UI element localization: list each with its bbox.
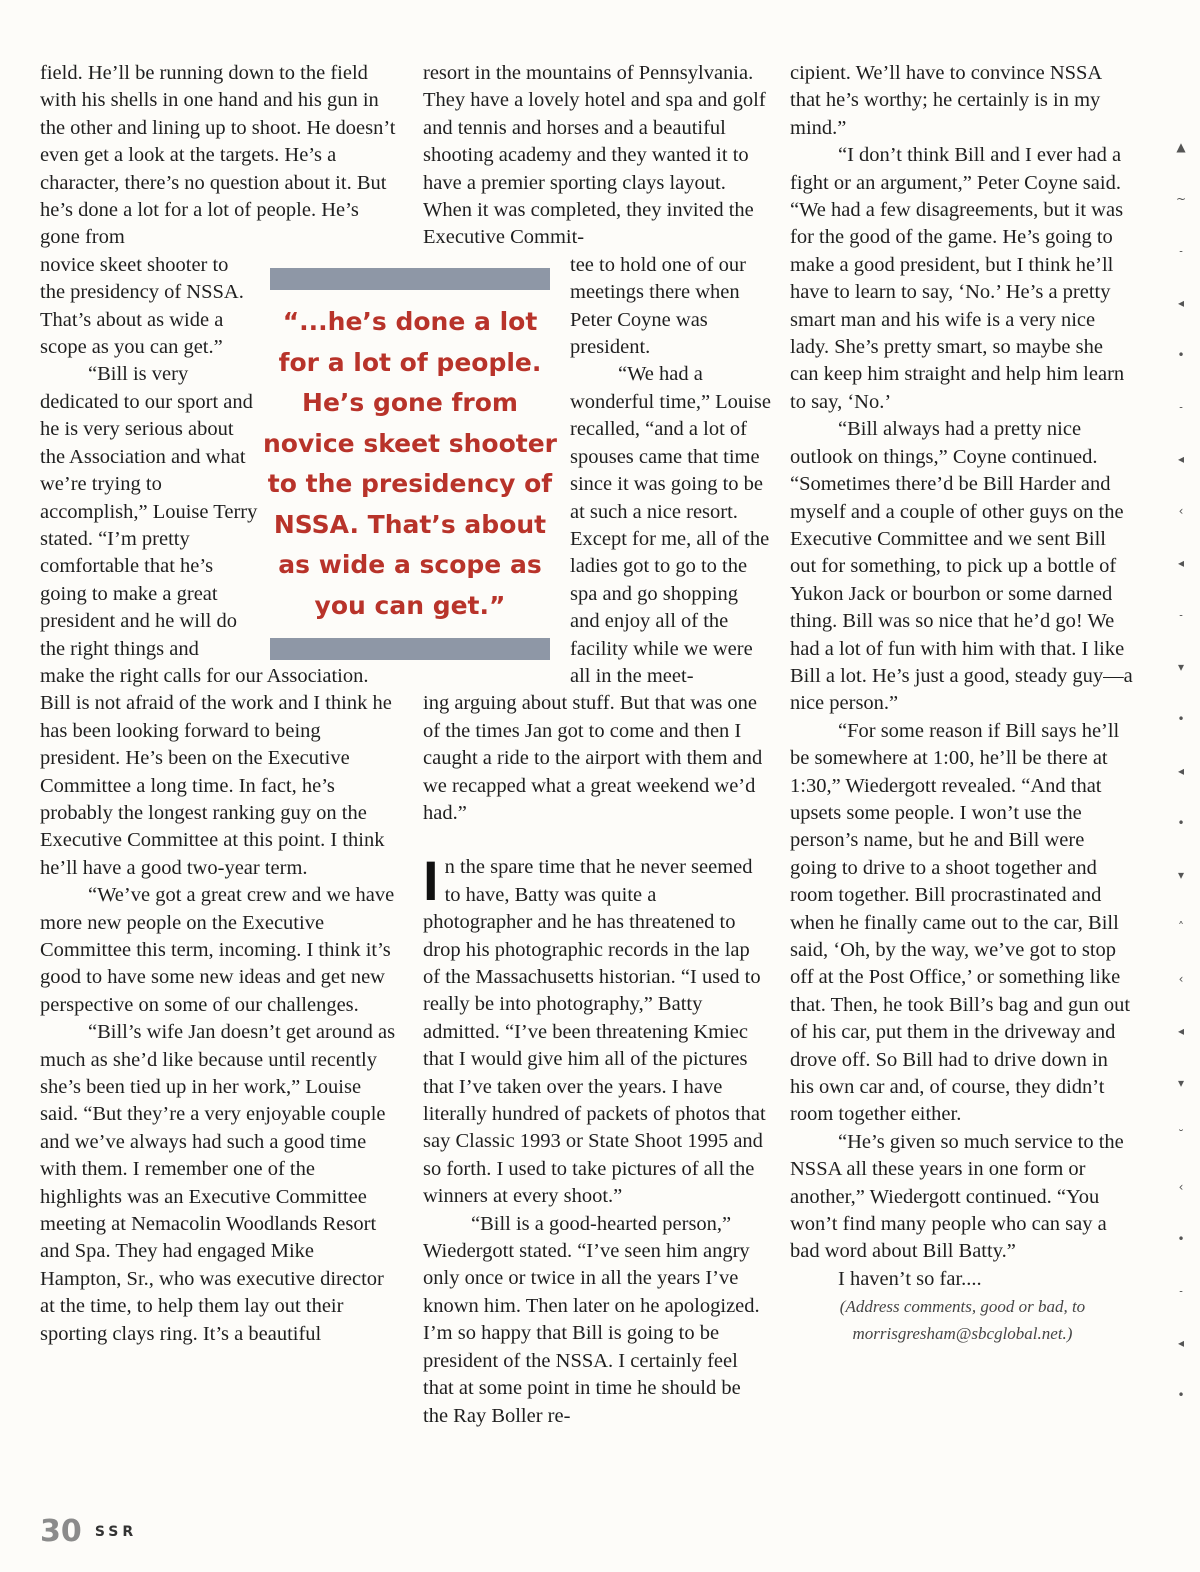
paragraph: “Bill’s wife Jan doesn’t get around as much as she’d like because until recently she’s been tied up in her work,” Louise said. “But they’re a very enjoyable couple and we’ve always had such a good time with them. I remember one of the highlights was an Executive Committee meeting at Nemacolin Woodlands Resort and Spa. They had engaged Mike Hampton, Sr., who was executive director at the time, to help them lay out their sporting clays ring. It’s a beautiful — [40, 1021, 396, 1345]
scan-mark-icon: ˗ — [1179, 244, 1183, 258]
scan-mark-icon: ˗ — [1179, 1284, 1183, 1298]
paragraph: make the right calls for our Association. Bill is not afraid of the work and I think he has been looking forward to being president. He’s been on the Executive Committee a long time. In fact, he’s probably the longest ranking guy on the Executive Committee at this point. I think he’ll have a good two-year term. — [40, 664, 392, 879]
triangle-mark-icon: ▲ — [1176, 140, 1186, 154]
scan-mark-icon: ‹ — [1178, 504, 1184, 518]
arrow-mark-icon: ◂ — [1177, 764, 1185, 778]
paragraph — [423, 849, 769, 1210]
scan-mark-icon: ‹ — [1178, 972, 1184, 986]
column-3 — [790, 60, 1135, 1347]
paragraph-text: n the spare time that he never seemed to have, Batty was quite a photographer and he has threatened to drop his photographic records in the lap of the Massachusetts historian. “I used to really be into photography,” Batty admitted. “I’ve been threatening Kmiec that I would give him all of the pictures that I’ve taken over the years. I have literally hundred of packets of photos that say Classic 1993 or State Shoot 1995 and so forth. I used to take pictures of all the winners at every shoot.” — [423, 856, 766, 1208]
scan-mark-icon: • — [1177, 1232, 1185, 1246]
scan-mark-icon: ˗ — [1179, 608, 1183, 622]
page-footer — [40, 1514, 137, 1549]
pull-quote-text: “...he’s done a lot for a lot of people. He’s gone from novice skeet shooter to the presidency of NSSA. That’s about as wide a scope as you can get.” — [263, 307, 557, 620]
paragraph: “We had a wonderful time,” Louise recalled, “and a lot of spouses came that time since it was going to be at such a nice resort. Except for me, all of the ladies got to go to the spa and go shopping and enjoy all of the facility while we were all in the meet- — [570, 363, 771, 687]
arrow-mark-icon: ◂ — [1177, 452, 1185, 466]
scan-mark-icon: ▾ — [1177, 660, 1185, 674]
column-1 — [40, 60, 400, 1348]
paragraph: cipient. We’ll have to convince NSSA that he’s worthy; he certainly is in my mind.” — [790, 62, 1102, 139]
arrow-mark-icon: ◂ — [1177, 556, 1185, 570]
pull-quote-top-bar — [270, 268, 550, 290]
scan-mark-icon: • — [1177, 348, 1185, 362]
paragraph: “I don’t think Bill and I ever had a fight or an argument,” Peter Coyne said. “We had a few disagreements, but it was for the good of the game. He’s going to make a good president, but I think he’ll have to learn to say, ‘No.’ He’s a pretty smart man and his wife is a very nice lady. She’s pretty smart, so maybe she can keep him straight and help him learn to say, ‘No.’ — [790, 144, 1125, 413]
scan-mark-icon: ˗ — [1179, 400, 1183, 414]
scan-mark-icon: • — [1177, 816, 1185, 830]
scan-mark-icon: ~ — [1175, 192, 1187, 206]
paragraph: novice skeet shooter to the presidency of NSSA. That’s about as wide a scope as you can get.” — [40, 253, 244, 359]
paragraph: “Bill is very dedicated to our sport and he is very serious about the Association and what we’re trying to accomplish,” Louise Terry stated. “I’m pretty comfortable that he’s going to make a great president and he will do the right things and — [40, 363, 258, 660]
paragraph: resort in the mountains of Pennsylvania. They have a lovely hotel and spa and golf and tennis and horses and a beautiful shooting academy and they wanted it to have a premier sporting clays layout. When it was completed, they invited the Executive Commit- — [423, 62, 766, 249]
column-2 — [423, 60, 769, 1430]
magazine-name: SSR — [94, 1523, 138, 1540]
paragraph: “Bill always had a pretty nice outlook on things,” Coyne continued. “Sometimes there’d be Bill Harder and myself and a couple of other guys on the Executive Committee and we sent Bill out for something, to pick up a bottle of Yukon Jack or bourbon or some darned thing. Bill was so nice that he’d go! We had a lot of fun with him with that. I like Bill a lot. He’s just a good, steady guy—a nice person.” — [790, 418, 1133, 715]
scan-mark-icon: ‹ — [1178, 1180, 1184, 1194]
page-number: 30 — [40, 1514, 82, 1549]
arrow-mark-icon: ◂ — [1177, 1024, 1185, 1038]
paragraph: field. He’ll be running down to the field with his shells in one hand and his gun in the other and lining up to shoot. He doesn’t even get a look at the targets. He’s a character, there’s no question about it. But he’s done a lot for a lot of people. He’s gone from — [40, 62, 396, 249]
paragraph: “For some reason if Bill says he’ll be somewhere at 1:00, he’ll be there at 1:30,” Wiedergott revealed. “And that upsets some people. I won’t use the person’s name, but he and Bill were going to drive to a shoot together and room together. Bill procrastinated and when he finally came out to the car, Bill said, ‘Oh, by the way, we’ve got to stop off at the Post Office,’ or something like that. Then, he took Bill’s bag and gun out of his car, put them in the driveway and drove off. So Bill had to drive down in his own car and, of course, they didn’t room together either. — [790, 719, 1131, 1126]
paragraph: tee to hold one of our meetings there when Peter Coyne was president. — [570, 253, 746, 359]
scan-mark-icon: • — [1177, 712, 1185, 726]
scan-mark-icon: • — [1177, 1388, 1185, 1402]
scan-mark-icon: ˘ — [1178, 1128, 1184, 1142]
scan-mark-icon: ▾ — [1177, 868, 1185, 882]
scan-mark-icon: ▾ — [1177, 1076, 1185, 1090]
pull-quote-bottom-bar — [270, 638, 550, 660]
scan-margin-marks — [1170, 140, 1192, 1440]
paragraph: “We’ve got a great crew and we have more new people on the Executive Committee this term, incoming. I think it’s good to have some new ideas and get new perspective on some of our challenges. — [40, 884, 395, 1016]
arrow-mark-icon: ◂ — [1177, 296, 1185, 310]
paragraph: “He’s given so much service to the NSSA all these years in one form or another,” Wiedergott continued. “You won’t find many people who can say a bad word about Bill Batty.” — [790, 1130, 1124, 1263]
scan-mark-icon: ˄ — [1178, 920, 1184, 934]
author-contact: (Address comments, good or bad, to morrisgresham@sbcglobal.net.) — [839, 1297, 1086, 1344]
arrow-mark-icon: ◂ — [1177, 1336, 1185, 1350]
paragraph: “Bill is a good-hearted person,” Wiedergott stated. “I’ve seen him angry only once or twice in all the years I’ve known him. Then later on he apologized. I’m so happy that Bill is going to be president of the NSSA. I certainly feel that at some point in time he should be the Ray Boller re- — [423, 1212, 760, 1427]
pull-quote — [262, 268, 558, 660]
drop-cap: I — [423, 849, 439, 913]
paragraph: ing arguing about stuff. But that was one of the times Jan got to come and then I caught a ride to the airport with them and we recapped what a great weekend we’d had.” — [423, 692, 763, 824]
paragraph: I haven’t so far.... — [838, 1267, 982, 1290]
